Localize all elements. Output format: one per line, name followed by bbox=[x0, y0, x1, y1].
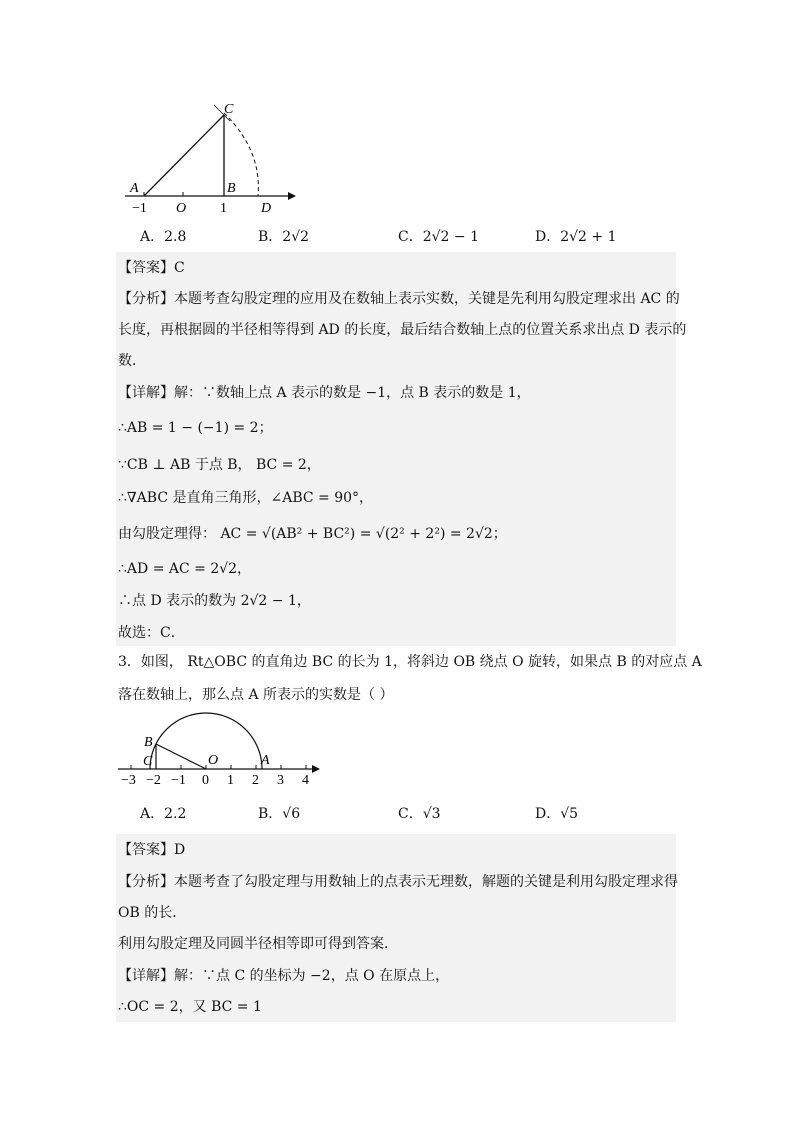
q1-option-d: D．2√2 + 1 bbox=[535, 229, 617, 245]
q1-detail-line-7: ∴点 D 表示的数为 2√2 − 1， bbox=[118, 593, 311, 609]
q3-detail-line-2: ∴OC = 2，又 BC = 1 bbox=[118, 999, 262, 1015]
tick-label-O: O bbox=[176, 201, 187, 216]
tick-label-neg3: −3 bbox=[121, 773, 136, 788]
q3-option-d: D．√5 bbox=[535, 806, 579, 822]
q1-detail-line-5: 由勾股定理得： AC = √(AB² + BC²) = √(2² + 2²) = 2√2； bbox=[118, 526, 507, 542]
q1-option-a: A．2.8 bbox=[140, 229, 187, 245]
tick-label-3: 3 bbox=[277, 773, 284, 788]
label-B: B bbox=[144, 735, 153, 750]
q3-answer: 【答案】D bbox=[118, 842, 186, 858]
q1-detail-line-8: 故选：C． bbox=[118, 625, 185, 641]
q1-detail-line-2: ∴AB = 1 − (−1) = 2； bbox=[118, 420, 273, 436]
tick-label-1: 1 bbox=[220, 201, 227, 216]
figure-3-number-line-semicircle bbox=[112, 708, 327, 792]
label-C: C bbox=[224, 102, 234, 117]
q1-detail-line-1: 【详解】解：∵数轴上点 A 表示的数是 −1，点 B 表示的数是 1， bbox=[118, 385, 531, 401]
q1-analysis-line-3: 数． bbox=[118, 353, 146, 369]
q3-solution-box bbox=[116, 834, 676, 1022]
label-B: B bbox=[227, 181, 236, 196]
label-A: A bbox=[130, 181, 139, 196]
q1-option-b: B．2√2 bbox=[258, 229, 310, 245]
tick-label-2: 2 bbox=[252, 773, 259, 788]
q3-stem-line-1: 3．如图， Rt△OBC 的直角边 BC 的长为 1，将斜边 OB 绕点 O 旋转，如果点 B 的对应点 A bbox=[118, 654, 702, 670]
q1-solution-box bbox=[116, 252, 676, 646]
q3-option-b: B．√6 bbox=[258, 806, 301, 822]
axis-arrow-icon bbox=[288, 192, 296, 200]
q3-analysis-line-3: 利用勾股定理及同圆半径相等即可得到答案． bbox=[118, 936, 398, 952]
q3-analysis-line-1: 【分析】本题考查了勾股定理与用数轴上的点表示无理数，解题的关键是利用勾股定理求得 bbox=[118, 874, 678, 890]
q1-analysis-line-2: 长度，再根据圆的半径相等得到 AD 的长度，最后结合数轴上点的位置关系求出点 D 表示的 bbox=[118, 322, 687, 338]
q1-answer: 【答案】C bbox=[118, 260, 185, 276]
q1-option-c: C．2√2 − 1 bbox=[398, 229, 479, 245]
segment-ac bbox=[144, 115, 224, 196]
q1-detail-line-4: ∴∇ABC 是直角三角形，∠ABC = 90°， bbox=[118, 490, 374, 506]
tick-label-0: 0 bbox=[202, 773, 209, 788]
tick-label-neg1: −1 bbox=[171, 773, 186, 788]
semicircle-arc bbox=[150, 713, 262, 769]
q3-stem-line-2: 落在数轴上，那么点 A 所表示的实数是（ ） bbox=[118, 687, 394, 703]
q1-detail-line-3: ∵CB ⊥ AB 于点 B， BC = 2， bbox=[118, 457, 321, 473]
figure-1-number-line-triangle bbox=[110, 95, 310, 220]
tick-label-4: 4 bbox=[302, 773, 309, 788]
label-D: D bbox=[261, 201, 272, 216]
axis-arrow-icon bbox=[312, 765, 320, 773]
label-C: C bbox=[143, 754, 153, 769]
tick-label-neg1: −1 bbox=[132, 201, 147, 216]
q3-option-c: C．√3 bbox=[398, 806, 441, 822]
q3-option-a: A．2.2 bbox=[140, 806, 187, 822]
tick-label-neg2: −2 bbox=[146, 773, 161, 788]
q3-detail-line-1: 【详解】解：∵点 C 的坐标为 −2，点 O 在原点上， bbox=[118, 968, 450, 984]
label-A: A bbox=[261, 753, 270, 768]
label-O: O bbox=[208, 753, 219, 768]
q3-analysis-line-2: OB 的长． bbox=[118, 905, 187, 921]
tick-label-1: 1 bbox=[227, 773, 234, 788]
q1-detail-line-6: ∴AD = AC = 2√2， bbox=[118, 561, 252, 577]
q1-analysis-line-1: 【分析】本题考查勾股定理的应用及在数轴上表示实数，关键是先利用勾股定理求出 AC 的 bbox=[118, 291, 680, 307]
